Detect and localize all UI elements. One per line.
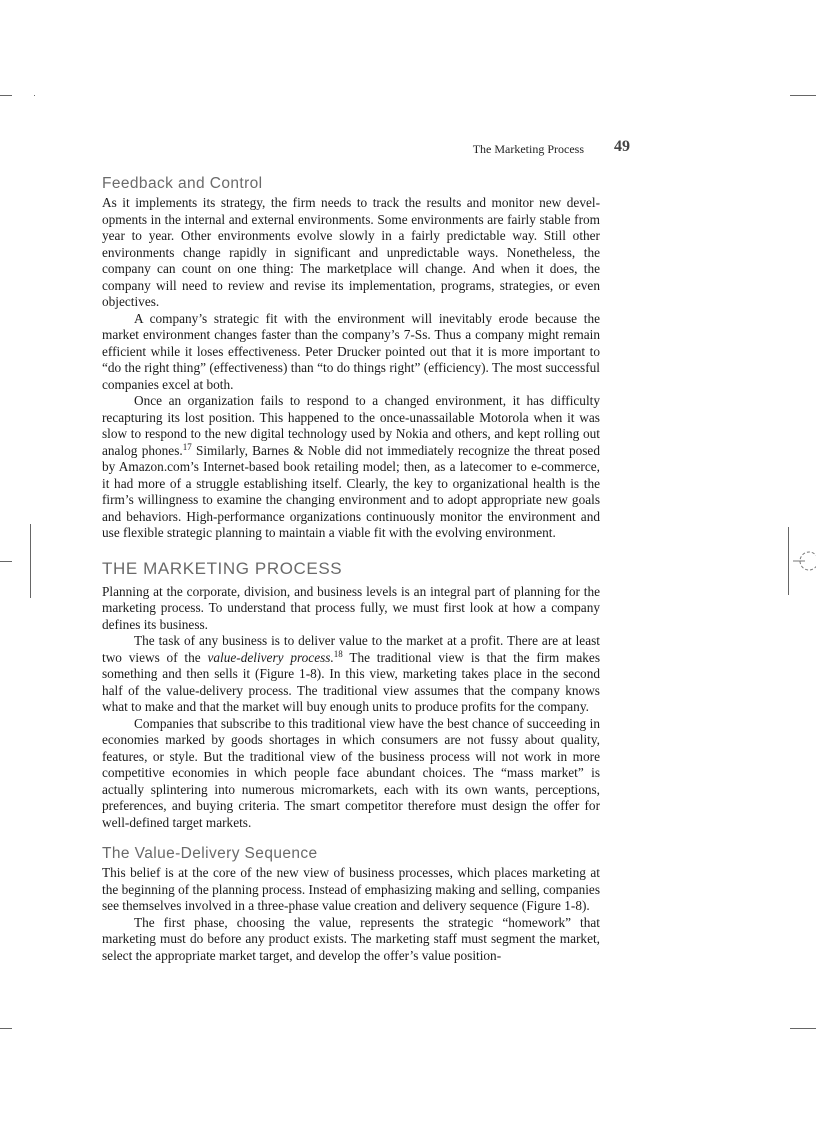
crop-mark-bottom-right (790, 1028, 816, 1029)
footnote-ref: 18 (333, 648, 343, 659)
registration-mark-icon (793, 548, 816, 574)
paragraph: This belief is at the core of the new view of business processes, which places marketing at the beginning of the planning process. Instead of emphasizing making and selling, companies see themselves involved in a three-phase value creation and delivery sequence (Figure 1-8). (102, 865, 600, 913)
running-head (102, 138, 630, 162)
crop-mark-top-right (790, 95, 816, 96)
page-body (102, 174, 600, 964)
running-head-title: The Marketing Process (472, 142, 584, 156)
paragraph: Companies that subscribe to this traditional view have the best chance of succeeding in economies marked by goods shortages in which consumers are not fussy about quality, features, or style. But the traditional view of the business process will not work in more competitive economies in which people face abundant choices. The “mass market” is actually splintering into numerous micromarkets, each with its own wants, perceptions, preferences, and buying criteria. The smart competitor therefore must design the offer for well-defined target markets. (102, 715, 600, 830)
paragraph: A company’s strategic fit with the environment will inevitably erode because the market environment changes faster than the company’s 7-Ss. Thus a company might remain efficient while it loses effectiveness. Peter Drucker pointed out that it is more important to “do the right thing” (effectiveness) than “to do things right” (efficiency). The most successful companies excel at both. (102, 310, 600, 392)
paragraph: The first phase, choosing the value, represents the strategic “homework” that marketing must do before any product exists. The marketing staff must segment the market, select the appropriate market target, and develop the offer’s value position- (102, 914, 600, 963)
text-run: The task of any business is to deliver value to the market at a profit. There are at least two views of the (102, 633, 600, 665)
text-run: The traditional view is that the firm makes something and then sells it (Figure 1-8). In this view, marketing takes place in the second half of the value-delivery process. The traditional view assumes that the company knows what to make and that the market will buy enough units to produce profits for the company. (102, 649, 600, 714)
crop-mark-bottom-left (0, 1028, 12, 1029)
heading-the-marketing-process: THE MARKETING PROCESS (102, 558, 343, 578)
crop-mark-top-left-tick (34, 95, 35, 96)
paragraph (102, 393, 600, 542)
paragraph: As it implements its strategy, the firm needs to track the results and monitor new developments in the internal and external environments. Some environments are fairly stable from year to year. Other environments evolve slowly in a fairly predictable way. Still other environments change rapidly in significant and unpredictable ways. Nonetheless, the company can count on one thing: The marketplace will change. And when it does, the company will need to review and revise its implementation, programs, strategies, or even objectives. (102, 195, 600, 309)
paragraph: Planning at the corporate, division, and business levels is an integral part of planning for the marketing process. To understand that process fully, we must first look at how a company defines its business. (102, 583, 600, 632)
crop-mark-top-left (0, 95, 12, 96)
paragraph (102, 633, 600, 716)
heading-feedback-and-control: Feedback and Control (102, 175, 263, 192)
footnote-ref: 17 (182, 441, 192, 452)
emphasis-term: value-delivery process. (207, 649, 334, 665)
heading-value-delivery-sequence: The Value-Delivery Sequence (102, 845, 318, 862)
text-run: Once an organization fails to respond to a changed environment, it has difficulty recapturing its lost position. This happened to the once-unassailable Motorola when it was slow to respond to the new digital technology used by Nokia and others, and kept rolling out analog phones. (102, 393, 600, 458)
crop-mark-mid-right-line (788, 527, 789, 595)
text-run: Similarly, Barnes & Noble did not immediately recognize the threat posed by Amazon.com’s Internet-based book retailing model; then, as a latecomer to e-commerce, it had more of a struggle establishing itself. Clearly, the key to organizational health is the firm’s willingness to examine the changing environment and to adopt appropriate new goals and behaviors. High-performance organizations continuously monitor the environment and use flexible strategic planning to maintain a viable fit with the evolving environment. (102, 442, 600, 540)
crop-mark-mid-left-line (30, 524, 31, 598)
crop-mark-mid-left (0, 561, 12, 562)
page-number: 49 (614, 138, 630, 155)
